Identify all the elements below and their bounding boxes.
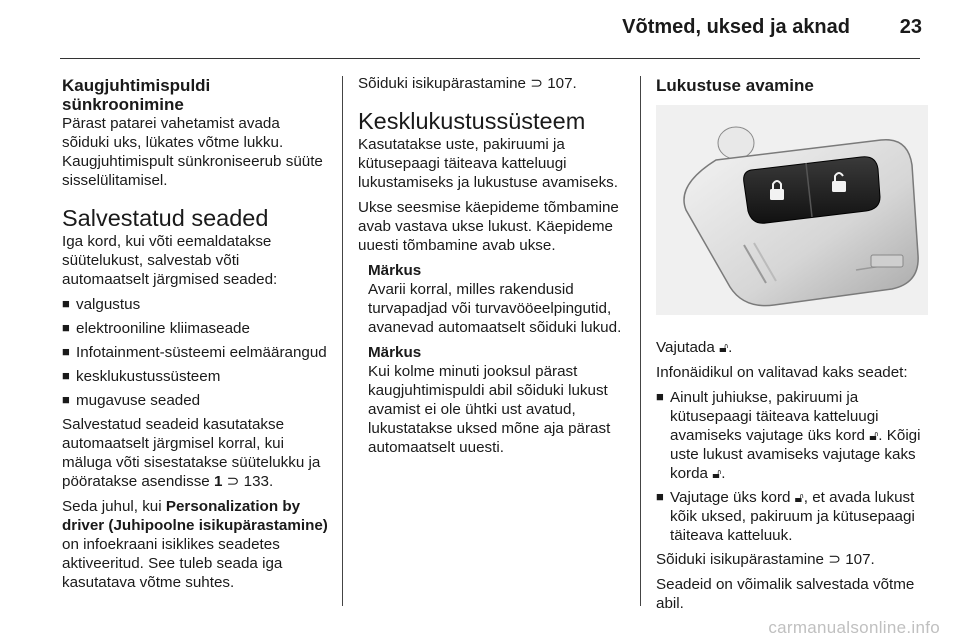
list-item: ■ elektrooniline kliimaseade (62, 320, 250, 337)
reference-arrow-icon: ⊃ (828, 551, 841, 568)
paragraph: Pärast patarei vahetamist avada sõiduki uks, lükates võtme lukku. Kaugjuhtimispult sünkroniseerub süüte sisselülitamisel. (62, 115, 323, 189)
paragraph: Vajutada 🔓︎. (656, 339, 733, 356)
note-title: Märkus (368, 262, 422, 279)
page-reference[interactable]: 133. (243, 473, 274, 490)
section-heading-central-locking: Kesklukustussüsteem (358, 108, 586, 134)
page-reference[interactable]: 107. (845, 551, 875, 568)
square-bullet-icon: ■ (62, 392, 70, 407)
header-rule (60, 58, 920, 59)
column-divider (342, 76, 343, 606)
paragraph: Kasutatakse uste, pakiruumi ja kütusepaagi täiteava katteluugi lukustamiseks ja lukustuse avamiseks. (358, 136, 618, 191)
paragraph: Seda juhul, kui Personalization by driver (Juhipoolne isikupärastamine) on infoekraani isiklikes seadetes aktiveeritud. See tuleb seada iga kasutatava võtme suhtes. (62, 498, 328, 591)
section-heading-sync: Kaugjuhtimispuldi sünkroonimine (62, 76, 211, 114)
paragraph: Iga kord, kui võti eemaldatakse süütelukust, salvestab võti automaatselt järgmised seaded: (62, 233, 278, 288)
settings-list (62, 295, 330, 410)
note-text: Kui kolme minuti jooksul pärast kaugjuhtimispuldi abil sõiduki lukust avamist ei ole ühtki ust avatud, lukustatakse uksed mõne aja pärast automaatselt uuesti. (368, 363, 611, 456)
list-item: ■ Ainult juhiukse, pakiruumi ja kütusepaagi täiteava katteluugi avamiseks vajutage üks kord 🔓︎. Kõigi uste lukust avamiseks vajutage kaks korda 🔓︎. (656, 389, 921, 482)
paragraph: Sõiduki isikupärastamine ⊃ 107. (656, 551, 875, 568)
square-bullet-icon: ■ (656, 489, 664, 504)
unlock-icon: 🔓︎ (794, 489, 804, 505)
note-title: Märkus (368, 344, 422, 361)
option-list (656, 388, 928, 545)
column-1 (62, 76, 330, 592)
page-number: 23 (899, 16, 922, 38)
reference-arrow-icon: ⊃ (530, 75, 543, 92)
paragraph: Sõiduki isikupärastamine ⊃ 107. (358, 75, 577, 92)
unlock-icon: 🔓︎ (719, 339, 729, 355)
paragraph: Salvestatud seadeid kasutatakse automaatselt järgmisel korral, kui mäluga võti sisestatakse süütelukku ja pööratakse asendisse 1 ⊃ 133. (62, 416, 321, 490)
square-bullet-icon: ■ (62, 296, 70, 311)
watermark: carmanualsonline.info (768, 618, 940, 637)
paragraph: Infonäidikul on valitavad kaks seadet: (656, 364, 908, 381)
list-item: ■ Vajutage üks kord 🔓︎, et avada lukust kõik uksed, pakiruum ja kütusepaagi täiteava katteluuk. (656, 489, 915, 544)
note-text: Avarii korral, milles rakendusid turvapadjad või turvavööeelpingutid, avanevad automaatselt sõiduki lukud. (368, 281, 622, 336)
column-2 (358, 74, 628, 457)
key-fob-image (656, 105, 928, 315)
unlock-icon: 🔓︎ (712, 465, 722, 481)
square-bullet-icon: ■ (62, 368, 70, 383)
list-item: ■ mugavuse seaded (62, 392, 201, 409)
square-bullet-icon: ■ (656, 389, 664, 404)
list-item: ■ kesklukustussüsteem (62, 368, 221, 385)
unlock-icon: 🔓︎ (869, 427, 879, 443)
note-block (368, 261, 628, 457)
section-heading-saved-settings: Salvestatud seaded (62, 205, 269, 231)
list-item: ■ Infotainment-süsteemi eelmäärangud (62, 344, 327, 361)
header-title: Võtmed, uksed ja aknad (622, 16, 850, 38)
list-item: ■ valgustus (62, 296, 141, 313)
section-heading-unlocking: Lukustuse avamine (656, 76, 814, 95)
page-reference[interactable]: 107. (547, 75, 577, 92)
reference-arrow-icon: ⊃ (226, 473, 240, 490)
paragraph: Seadeid on võimalik salvestada võtme abil. (656, 576, 915, 612)
column-3 (656, 76, 928, 613)
paragraph: Ukse seesmise käepideme tõmbamine avab vastava ukse lukust. Käepideme uuesti tõmbamine avab ukse. (358, 199, 619, 254)
square-bullet-icon: ■ (62, 344, 70, 359)
square-bullet-icon: ■ (62, 320, 70, 335)
column-divider (640, 76, 641, 606)
